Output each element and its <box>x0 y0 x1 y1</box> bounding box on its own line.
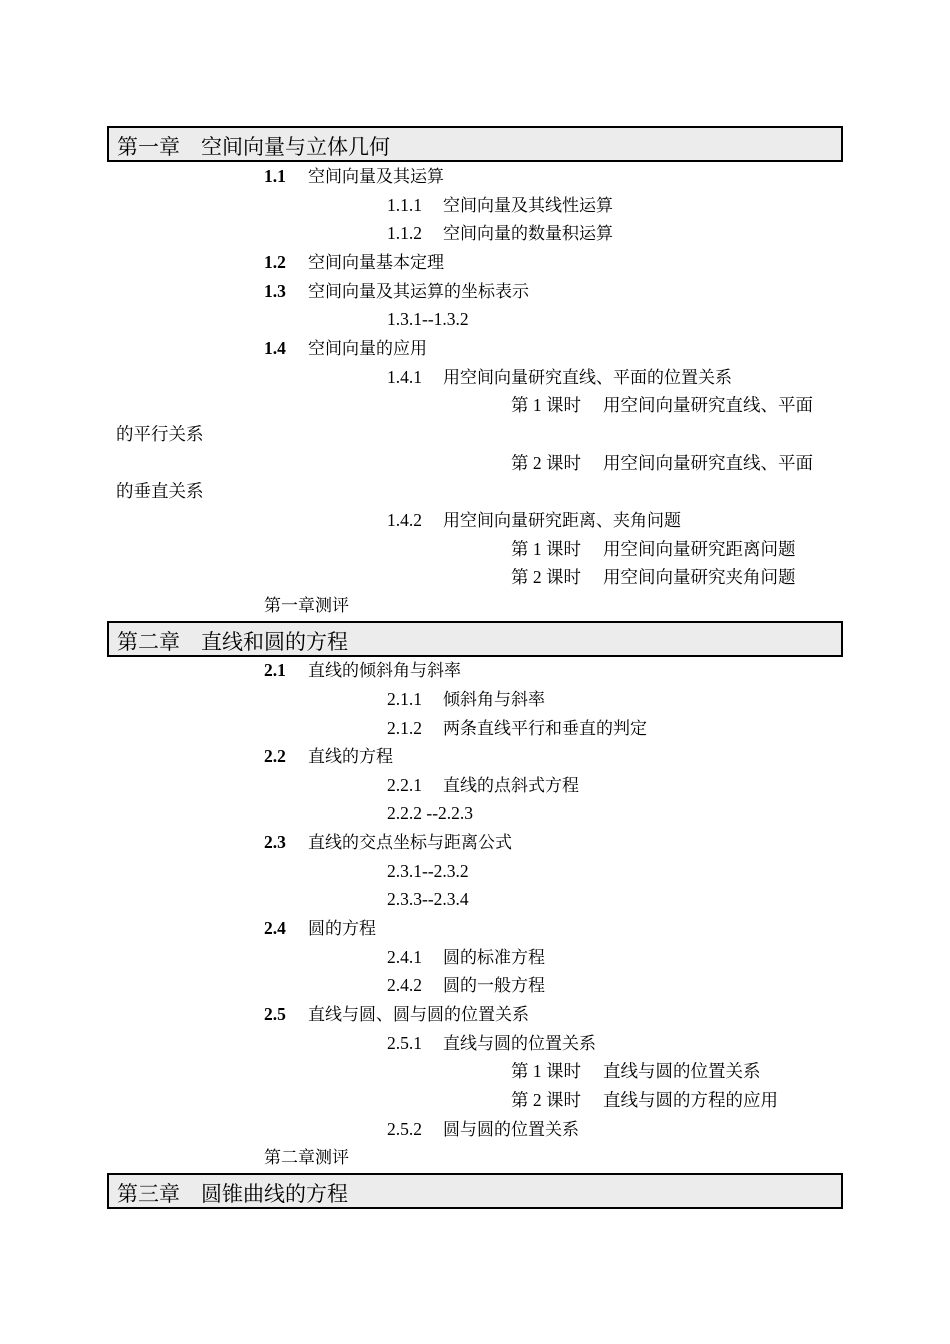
subsection-title: 倾斜角与斜率 <box>443 690 545 710</box>
chapter-review: 第二章测评 <box>264 1148 349 1168</box>
toc-lesson <box>511 1058 761 1084</box>
section-title: 空间向量及其运算 <box>308 167 444 187</box>
section-title: 直线的倾斜角与斜率 <box>308 661 461 681</box>
subsection-number: 2.5.2 <box>387 1119 422 1139</box>
section-number: 1.3 <box>264 281 286 301</box>
subsection-number: 2.4.2 <box>387 975 422 995</box>
section-number: 1.2 <box>264 252 286 272</box>
section-number: 2.4 <box>264 918 286 938</box>
subsection-title: 两条直线平行和垂直的判定 <box>443 719 647 739</box>
toc-section <box>264 335 427 361</box>
toc-subsection <box>387 686 545 712</box>
toc-lesson <box>511 392 813 418</box>
toc-subsection-range <box>387 800 473 826</box>
toc-lesson <box>511 1087 778 1113</box>
toc-section <box>264 829 512 855</box>
section-title: 空间向量基本定理 <box>308 253 444 273</box>
toc-subsection <box>387 772 579 798</box>
lesson-title: 用空间向量研究直线、平面 <box>603 453 813 473</box>
subsection-title: 直线的点斜式方程 <box>443 776 579 796</box>
section-number: 2.2 <box>264 746 286 766</box>
toc-subsection <box>387 1116 579 1142</box>
section-number: 1.4 <box>264 338 286 358</box>
toc-subsection <box>387 507 681 533</box>
lesson-title: 直线与圆的方程的应用 <box>603 1090 778 1110</box>
toc-subsection-range <box>387 306 469 332</box>
toc-subsection-range <box>387 858 469 884</box>
chapter-header <box>107 1173 843 1209</box>
subsection-number: 2.4.1 <box>387 947 422 967</box>
subsection-title: 圆的一般方程 <box>443 976 545 996</box>
subsection-title: 圆的标准方程 <box>443 948 545 968</box>
toc-subsection <box>387 944 545 970</box>
lesson-number: 第 2 课时 <box>511 453 581 473</box>
subsection-number: 1.1.2 <box>387 223 422 243</box>
toc-section <box>264 278 529 304</box>
subsection-number: 2.2.1 <box>387 775 422 795</box>
section-number: 2.5 <box>264 1004 286 1024</box>
lesson-number: 第 1 课时 <box>511 395 581 415</box>
chapter-header <box>107 621 843 657</box>
subsection-number: 1.1.1 <box>387 195 422 215</box>
toc-subsection <box>387 364 732 390</box>
toc-section <box>264 657 461 683</box>
chapter-review: 第一章测评 <box>264 596 349 616</box>
subsection-title: 用空间向量研究直线、平面的位置关系 <box>443 368 732 388</box>
lesson-number: 第 1 课时 <box>511 539 581 559</box>
toc-subsection <box>387 972 545 998</box>
subsection-number: 2.2.2 --2.2.3 <box>387 803 474 823</box>
chapter-title: 第二章 直线和圆的方程 <box>117 630 348 654</box>
section-number: 1.1 <box>264 166 286 186</box>
subsection-title: 空间向量及其线性运算 <box>443 196 613 216</box>
toc-subsection <box>387 715 647 741</box>
subsection-number: 2.1.2 <box>387 718 422 738</box>
chapter-title: 第三章 圆锥曲线的方程 <box>117 1182 348 1206</box>
section-title: 直线的方程 <box>308 747 393 767</box>
subsection-title: 圆与圆的位置关系 <box>443 1120 579 1140</box>
lesson-title-continuation: 的平行关系 <box>116 424 204 444</box>
toc-subsection <box>387 192 613 218</box>
section-title: 直线的交点坐标与距离公式 <box>308 833 512 853</box>
toc-subsection <box>387 1030 596 1056</box>
chapter-title: 第一章 空间向量与立体几何 <box>117 135 390 159</box>
toc-subsection-range <box>387 886 469 912</box>
section-title: 空间向量及其运算的坐标表示 <box>308 282 529 302</box>
section-title: 圆的方程 <box>308 919 376 939</box>
subsection-number: 1.4.1 <box>387 367 422 387</box>
subsection-title: 用空间向量研究距离、夹角问题 <box>443 511 681 531</box>
lesson-title: 用空间向量研究直线、平面 <box>603 395 813 415</box>
lesson-title: 直线与圆的位置关系 <box>603 1061 761 1081</box>
section-number: 2.3 <box>264 832 286 852</box>
chapter-header <box>107 126 843 162</box>
toc-lesson <box>511 450 813 476</box>
section-title: 空间向量的应用 <box>308 339 427 359</box>
toc-section <box>264 743 393 769</box>
lesson-number: 第 2 课时 <box>511 567 581 587</box>
lesson-number: 第 2 课时 <box>511 1090 581 1110</box>
subsection-number: 2.1.1 <box>387 689 422 709</box>
subsection-title: 直线与圆的位置关系 <box>443 1034 596 1054</box>
toc-section <box>264 915 376 941</box>
section-number: 2.1 <box>264 660 286 680</box>
section-title: 直线与圆、圆与圆的位置关系 <box>308 1005 529 1025</box>
subsection-number: 2.3.3--2.3.4 <box>387 889 469 909</box>
toc-section <box>264 163 444 189</box>
toc-subsection <box>387 220 613 246</box>
subsection-number: 1.4.2 <box>387 510 422 530</box>
subsection-number: 1.3.1--1.3.2 <box>387 309 469 329</box>
lesson-title: 用空间向量研究距离问题 <box>603 539 796 559</box>
subsection-title: 空间向量的数量积运算 <box>443 224 613 244</box>
toc-lesson <box>511 564 796 590</box>
subsection-number: 2.3.1--2.3.2 <box>387 861 469 881</box>
lesson-title: 用空间向量研究夹角问题 <box>603 567 796 587</box>
toc-lesson <box>511 536 796 562</box>
lesson-number: 第 1 课时 <box>511 1061 581 1081</box>
toc-section <box>264 1001 529 1027</box>
toc-section <box>264 249 444 275</box>
lesson-title-continuation: 的垂直关系 <box>116 481 204 501</box>
subsection-number: 2.5.1 <box>387 1033 422 1053</box>
